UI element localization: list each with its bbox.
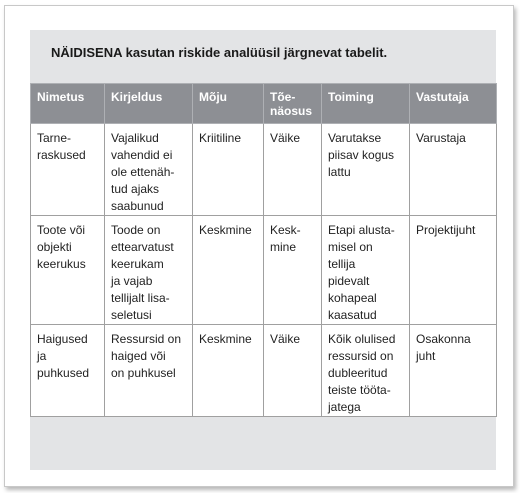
risk-table [30, 83, 497, 417]
table-cell: Varustaja [410, 124, 497, 216]
table-row [31, 216, 497, 325]
table-cell: Ressursid on haiged või on puhkusel [105, 325, 193, 417]
table-header-row [31, 84, 497, 124]
column-header-name: Nimetus [31, 84, 105, 124]
table-cell: Tarne- raskused [31, 124, 105, 216]
column-header-action: Toiming [322, 84, 410, 124]
table-cell: Kriitiline [193, 124, 264, 216]
figure-panel [30, 30, 496, 470]
table-cell: Osakonna juht [410, 325, 497, 417]
table-row [31, 124, 497, 216]
table-cell: Toode on ettearvatust keerukam ja vajab tellijalt lisa- seletusi [105, 216, 193, 325]
table-cell: Etapi alusta- misel on tellija pidevalt kohapeal kaasatud [322, 216, 410, 325]
table-cell: Keskmine [193, 325, 264, 417]
table-cell: Haigused ja puhkused [31, 325, 105, 417]
table-cell: Väike [264, 325, 322, 417]
column-header-owner: Vastutaja [410, 84, 497, 124]
table-cell: Väike [264, 124, 322, 216]
column-header-probability: Tõe- näosus [264, 84, 322, 124]
table-cell: Keskmine [193, 216, 264, 325]
table-cell: Kesk- mine [264, 216, 322, 325]
column-header-impact: Mõju [193, 84, 264, 124]
figure-heading: NÄIDISENA kasutan riskide analüüsil järgnevat tabelit. [51, 45, 388, 60]
column-header-description: Kirjeldus [105, 84, 193, 124]
table-cell: Kõik olulised ressursid on dubleeritud teiste tööta- jatega [322, 325, 410, 417]
table-cell: Varutakse piisav kogus lattu [322, 124, 410, 216]
figure-frame [4, 5, 514, 487]
table-cell: Vajalikud vahendid ei ole ettenäh- tud ajaks saabunud [105, 124, 193, 216]
table-row [31, 325, 497, 417]
table-cell: Projektijuht [410, 216, 497, 325]
table-cell: Toote või objekti keerukus [31, 216, 105, 325]
